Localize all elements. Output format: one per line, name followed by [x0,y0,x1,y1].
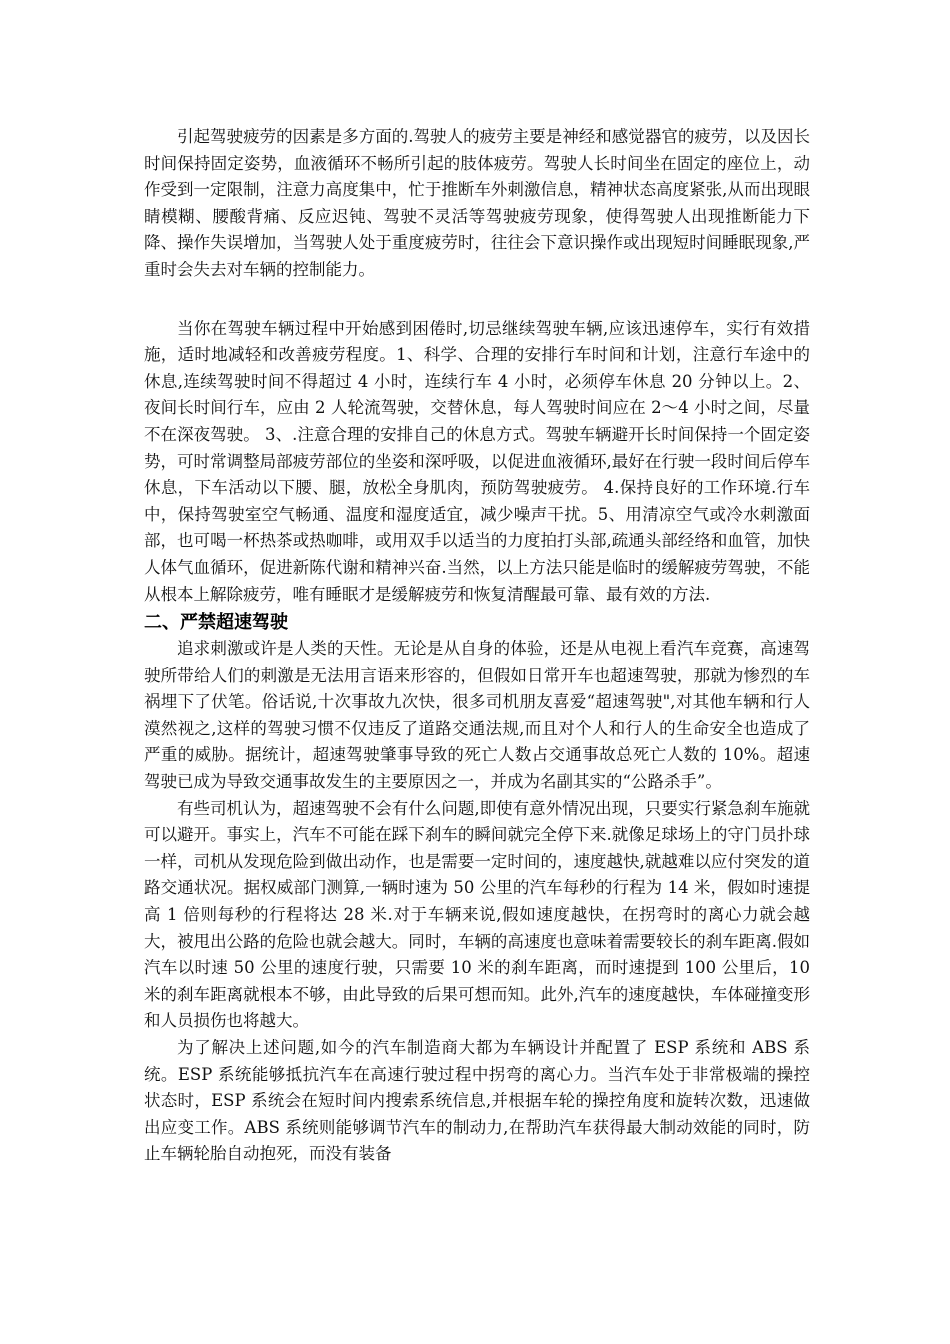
document-body [144,124,810,1168]
section-heading-no-speeding: 二、严禁超速驾驶 [144,612,288,634]
paragraph-esp-abs: 为了解决上述问题,如今的汽车制造商大都为车辆设计并配置了 ESP 系统和 ABS 系统。ESP 系统能够抵抗汽车在高速行驶过程中拐弯的离心力。当汽车处于非常极端的操控状态时，ESP 系统会在短时间内搜索系统信息,并根据车轮的操控角度和旋转次数，迅速做出应变工作。ABS 系统则能够调节汽车的制动力,在帮助汽车获得最大制动效能的同时，防止车辆轮胎自动抱死，而没有装备 [144,1038,810,1164]
paragraph-fatigue-measures: 当你在驾驶车辆过程中开始感到困倦时,切忌继续驾驶车辆,应该迅速停车，实行有效措施，适时地减轻和改善疲劳程度。1、科学、合理的安排行车时间和计划，注意行车途中的休息,连续驾驶时间不得超过 4 小时，连续行车 4 小时，必须停车休息 20 分钟以上。2、夜间长时间行车，应由 2 人轮流驾驶，交替休息，每人驾驶时间应在 2～4 小时之间，尽量不在深夜驾驶。 3、.注意合理的安排自己的休息方式。驾驶车辆避开长时间保持一个固定姿势，可时常调整局部疲劳部位的坐姿和深呼吸，以促进血液循环,最好在行驶一段时间后停车休息，下车活动以下腰、腿，放松全身肌肉，预防驾驶疲劳。 4.保持良好的工作环境.行车中，保持驾驶室空气畅通、温度和湿度适宜，减少噪声干扰。5、用清凉空气或冷水刺激面部，也可喝一杯热茶或热咖啡，或用双手以适当的力度拍打头部,疏通头部经络和血管，加快人体气血循环，促进新陈代谢和精神兴奋.当然，以上方法只能是临时的缓解疲劳驾驶，不能从根本上解除疲劳，唯有睡眠才是缓解疲劳和恢复清醒最可靠、最有效的方法. [144,318,810,604]
paragraph-braking-distance: 有些司机认为，超速驾驶不会有什么问题,即使有意外情况出现，只要实行紧急刹车施就可以避开。事实上，汽车不可能在踩下刹车的瞬间就完全停下来.就像足球场上的守门员扑球一样，司机从发现危险到做出动作，也是需要一定时间的，速度越快,就越难以应付突发的道路交通状况。据权威部门测算,一辆时速为 50 公里的汽车每秒的行程为 14 米，假如时速提高 1 倍则每秒的行程将达 28 米.对于车辆来说,假如速度越快，在拐弯时的离心力就会越大，被甩出公路的危险也就会越大。同时，车辆的高速度也意味着需要较长的刹车距离.假如汽车以时速 50 公里的速度行驶，只需要 10 米的刹车距离，而时速提到 100 公里后，10 米的刹车距离就根本不够，由此导致的后果可想而知。此外,汽车的速度越快，车体碰撞变形和人员损伤也将越大。 [144,798,810,1031]
paragraph-speeding-thrill: 追求刺激或许是人类的天性。无论是从自身的体验，还是从电视上看汽车竞赛，高速驾驶所带给人们的刺激是无法用言语来形容的，但假如日常开车也超速驾驶，那就为惨烈的车祸埋下了伏笔。俗话说,十次事故九次快，很多司机朋友喜爱“超速驾驶",对其他车辆和行人漠然视之,这样的驾驶习惯不仅违反了道路交通法规,而且对个人和行人的生命安全也造成了严重的威胁。据统计，超速驾驶肇事导致的死亡人数占交通事故总死亡人数的 10%。超速驾驶已成为导致交通事故发生的主要原因之一，并成为名副其实的“公路杀手”。 [144,639,810,792]
paragraph-fatigue-causes: 引起驾驶疲劳的因素是多方面的.驾驶人的疲劳主要是神经和感觉器官的疲劳，以及因长时间保持固定姿势，血液循环不畅所引起的肢体疲劳。驾驶人长时间坐在固定的座位上，动作受到一定限制，注意力高度集中，忙于推断车外刺激信息，精神状态高度紧张,从而出现眼睛模糊、腰酸背痛、反应迟钝、驾驶不灵活等驾驶疲劳现象，使得驾驶人出现推断能力下降、操作失误增加，当驾驶人处于重度疲劳时，往往会下意识操作或出现短时间睡眠现象,严重时会失去对车辆的控制能力。 [144,127,810,279]
